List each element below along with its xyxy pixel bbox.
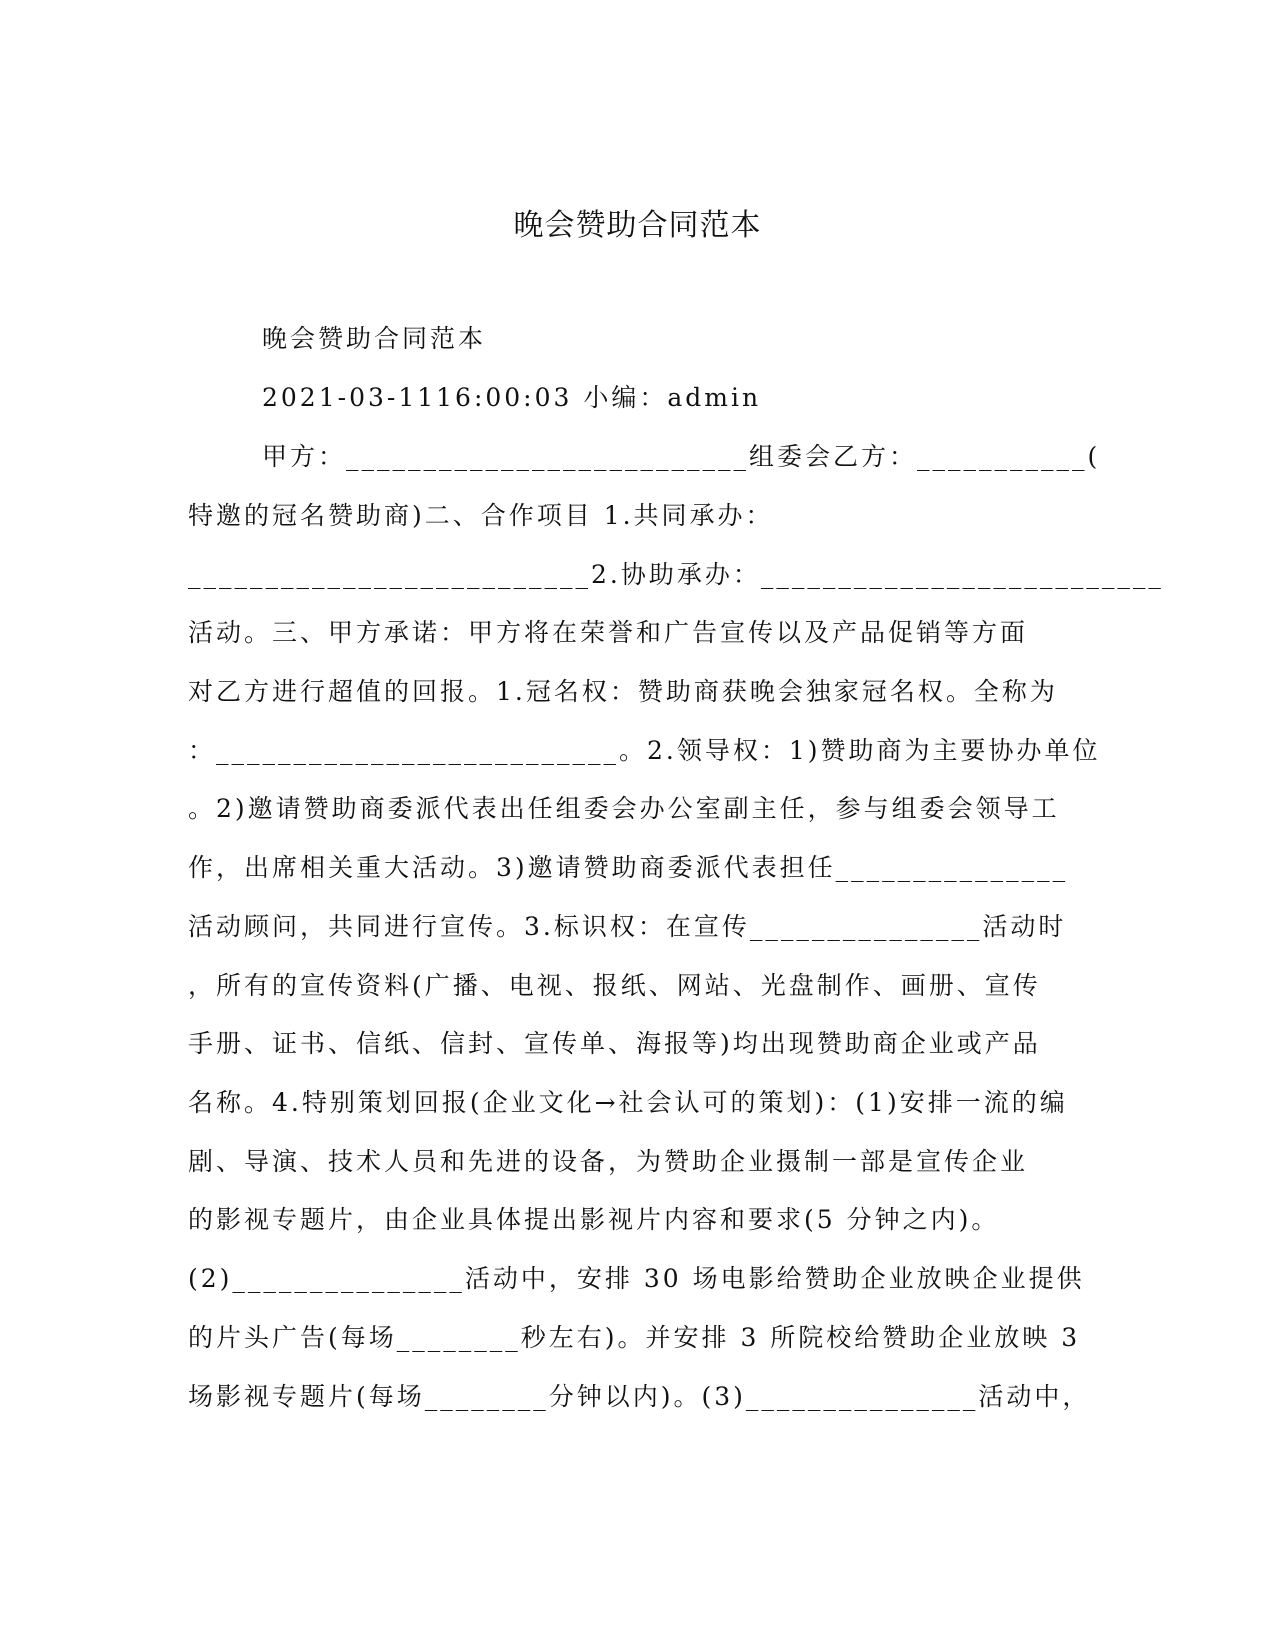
body-line: ，所有的宣传资料(广播、电视、报纸、网站、光盘制作、画册、宣传 xyxy=(188,971,1041,1000)
body-line: 剧、导演、技术人员和先进的设备，为赞助企业摄制一部是宣传企业 xyxy=(188,1147,1029,1176)
body-line: 活动顾问，共同进行宣传。3.标识权：在宣传_______________活动时 xyxy=(188,912,1067,941)
body-line: 作，出席相关重大活动。3)邀请赞助商委派代表担任_______________ xyxy=(188,853,1069,882)
body-line: 活动。三、甲方承诺：甲方将在荣誉和广告宣传以及产品促销等方面 xyxy=(188,618,1029,647)
body-line: ：__________________________。2.领导权：1)赞助商为主要协办单位 xyxy=(188,736,1101,765)
body-line: 的片头广告(每场________秒左右)。并安排 3 所院校给赞助企业放映 3 xyxy=(188,1323,1081,1352)
body-line: 手册、证书、信纸、信封、宣传单、海报等)均出现赞助商企业或产品 xyxy=(188,1029,1041,1058)
body-line: 。2)邀请赞助商委派代表出任组委会办公室副主任，参与组委会领导工 xyxy=(188,794,1060,823)
body-line: 对乙方进行超值的回报。1.冠名权：赞助商获晚会独家冠名权。全称为 xyxy=(188,677,1058,706)
body-line: 特邀的冠名赞助商)二、合作项目 1.共同承办： xyxy=(188,501,774,530)
body-line: 名称。4.特别策划回报(企业文化→社会认可的策划)：(1)安排一流的编 xyxy=(188,1088,1068,1117)
body-line: (2)_______________活动中，安排 30 场电影给赞助企业放映企业提供 xyxy=(188,1264,1085,1293)
body-line: 场影视专题片(每场________分钟以内)。(3)_______________活动中， xyxy=(188,1382,1091,1411)
body-line: __________________________2.协助承办：__________________________ xyxy=(188,560,1164,589)
document-title: 晚会赞助合同范本 xyxy=(513,208,762,243)
body-line-meta: 2021-03-1116:00:03 小编：admin xyxy=(262,383,762,412)
body-line-heading: 晚会赞助合同范本 xyxy=(262,324,487,353)
body-line: 甲方：__________________________组委会乙方：___________( xyxy=(262,442,1101,471)
body-line: 的影视专题片，由企业具体提出影视片内容和要求(5 分钟之内)。 xyxy=(188,1205,1000,1234)
